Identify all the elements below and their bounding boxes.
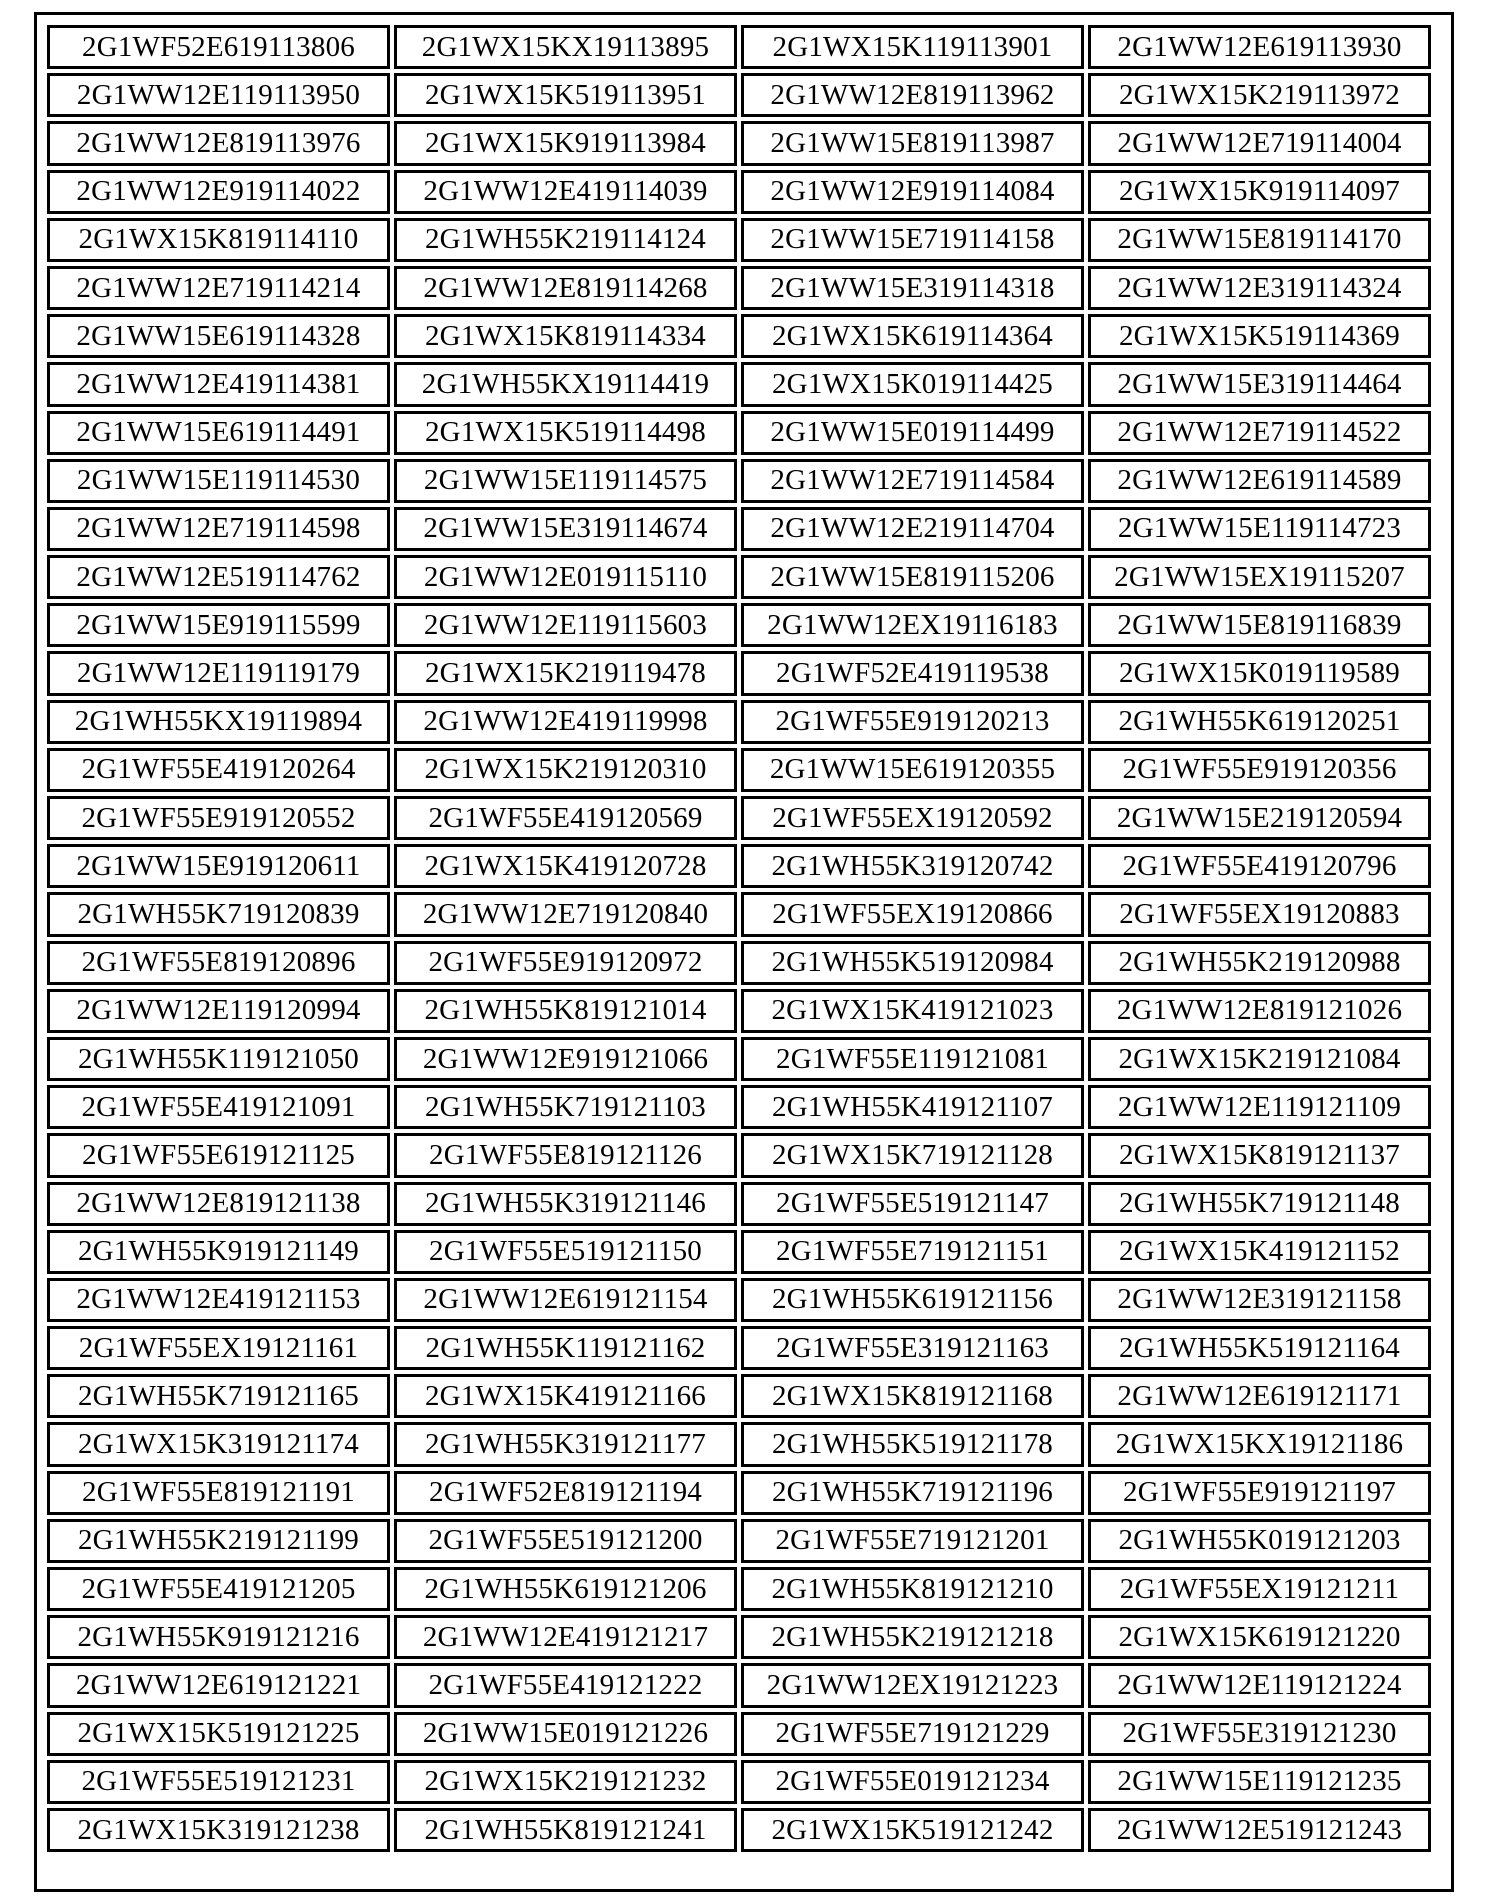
vin-cell: 2G1WW15E819113987: [741, 121, 1084, 165]
table-row: [47, 1808, 1431, 1852]
vin-cell: 2G1WX15K519114498: [394, 411, 737, 455]
vin-cell: 2G1WX15K619114364: [741, 314, 1084, 358]
vin-cell: 2G1WH55K619121206: [394, 1567, 737, 1611]
table-row: [47, 651, 1431, 695]
table-row: [47, 1422, 1431, 1466]
vin-cell: 2G1WW12E919121066: [394, 1037, 737, 1081]
vin-cell: 2G1WF55E919120552: [47, 796, 390, 840]
vin-cell: 2G1WW12E619121171: [1088, 1374, 1431, 1418]
vin-cell: 2G1WX15K819121168: [741, 1374, 1084, 1418]
table-row: [47, 748, 1431, 792]
vin-cell: 2G1WW12E419119998: [394, 700, 737, 744]
vin-cell: 2G1WH55K219114124: [394, 218, 737, 262]
vin-cell: 2G1WW12E819113962: [741, 73, 1084, 117]
vin-cell: 2G1WH55K719121148: [1088, 1182, 1431, 1226]
vin-cell: 2G1WF55E119121081: [741, 1037, 1084, 1081]
table-row: [47, 1567, 1431, 1611]
vin-cell: 2G1WF55E019121234: [741, 1760, 1084, 1804]
vin-cell: 2G1WH55K719121103: [394, 1085, 737, 1129]
table-row: [47, 941, 1431, 985]
table-row: [47, 73, 1431, 117]
vin-cell: 2G1WW12EX19121223: [741, 1663, 1084, 1707]
vin-cell: 2G1WW12E119113950: [47, 73, 390, 117]
vin-cell: 2G1WW12E219114704: [741, 507, 1084, 551]
vin-cell: 2G1WW12E619114589: [1088, 459, 1431, 503]
vin-cell: 2G1WF55E919120213: [741, 700, 1084, 744]
table-row: [47, 1278, 1431, 1322]
vin-cell: 2G1WW12E719114522: [1088, 411, 1431, 455]
vin-cell: 2G1WF55E719121151: [741, 1230, 1084, 1274]
vin-cell: 2G1WX15KX19121186: [1088, 1422, 1431, 1466]
vin-cell: 2G1WW15E319114318: [741, 266, 1084, 310]
vin-cell: 2G1WH55K719121165: [47, 1374, 390, 1418]
table-row: [47, 121, 1431, 165]
vin-cell: 2G1WX15KX19113895: [394, 25, 737, 69]
table-row: [47, 1712, 1431, 1756]
vin-cell: 2G1WW12E819121138: [47, 1182, 390, 1226]
vin-cell: 2G1WW12E719114214: [47, 266, 390, 310]
vin-cell: 2G1WW15E819115206: [741, 555, 1084, 599]
table-row: [47, 1663, 1431, 1707]
vin-cell: 2G1WW12E919114084: [741, 170, 1084, 214]
vin-cell: 2G1WW12E319114324: [1088, 266, 1431, 310]
vin-cell: 2G1WW15E319114464: [1088, 362, 1431, 406]
table-row: [47, 989, 1431, 1033]
vin-cell: 2G1WF55EX19121161: [47, 1326, 390, 1370]
vin-table-body: [47, 25, 1431, 1852]
vin-cell: 2G1WW12E119120994: [47, 989, 390, 1033]
vin-cell: 2G1WF55E919120972: [394, 941, 737, 985]
vin-cell: 2G1WX15K219119478: [394, 651, 737, 695]
vin-cell: 2G1WF55EX19120592: [741, 796, 1084, 840]
vin-cell: 2G1WF52E619113806: [47, 25, 390, 69]
table-row: [47, 170, 1431, 214]
vin-cell: 2G1WW12E419121217: [394, 1615, 737, 1659]
vin-cell: 2G1WH55K319120742: [741, 844, 1084, 888]
vin-table-frame: [34, 12, 1454, 1892]
vin-cell: 2G1WF55E419120264: [47, 748, 390, 792]
vin-cell: 2G1WH55K619121156: [741, 1278, 1084, 1322]
vin-cell: 2G1WF55E619121125: [47, 1133, 390, 1177]
vin-cell: 2G1WH55K719121196: [741, 1471, 1084, 1515]
vin-cell: 2G1WH55K819121210: [741, 1567, 1084, 1611]
vin-cell: 2G1WW12E119119179: [47, 651, 390, 695]
vin-cell: 2G1WW15E919115599: [47, 603, 390, 647]
vin-cell: 2G1WW12E619113930: [1088, 25, 1431, 69]
vin-cell: 2G1WX15K419121023: [741, 989, 1084, 1033]
vin-cell: 2G1WF55EX19120866: [741, 892, 1084, 936]
vin-cell: 2G1WX15K219121084: [1088, 1037, 1431, 1081]
vin-cell: 2G1WF55E419121205: [47, 1567, 390, 1611]
vin-cell: 2G1WW15E619120355: [741, 748, 1084, 792]
vin-cell: 2G1WX15K019114425: [741, 362, 1084, 406]
vin-cell: 2G1WW12E719114584: [741, 459, 1084, 503]
table-row: [47, 1085, 1431, 1129]
vin-table: [43, 21, 1435, 1856]
vin-cell: 2G1WX15K519121242: [741, 1808, 1084, 1852]
vin-cell: 2G1WW12E919114022: [47, 170, 390, 214]
vin-cell: 2G1WW12E419114039: [394, 170, 737, 214]
vin-cell: 2G1WX15K719121128: [741, 1133, 1084, 1177]
vin-cell: 2G1WH55K819121014: [394, 989, 737, 1033]
vin-cell: 2G1WF55E819120896: [47, 941, 390, 985]
vin-cell: 2G1WH55K419121107: [741, 1085, 1084, 1129]
vin-cell: 2G1WH55K119121050: [47, 1037, 390, 1081]
vin-cell: 2G1WH55K819121241: [394, 1808, 737, 1852]
vin-cell: 2G1WW12E419121153: [47, 1278, 390, 1322]
vin-cell: 2G1WH55K519121164: [1088, 1326, 1431, 1370]
vin-cell: 2G1WF52E419119538: [741, 651, 1084, 695]
vin-cell: 2G1WW12E819121026: [1088, 989, 1431, 1033]
table-row: [47, 459, 1431, 503]
table-row: [47, 796, 1431, 840]
vin-cell: 2G1WF55E419121091: [47, 1085, 390, 1129]
table-row: [47, 700, 1431, 744]
table-row: [47, 603, 1431, 647]
vin-cell: 2G1WW12E719114598: [47, 507, 390, 551]
vin-cell: 2G1WF55E519121200: [394, 1519, 737, 1563]
vin-cell: 2G1WF55E519121231: [47, 1760, 390, 1804]
table-row: [47, 1230, 1431, 1274]
vin-cell: 2G1WW12E819114268: [394, 266, 737, 310]
vin-cell: 2G1WF55E519121150: [394, 1230, 737, 1274]
vin-cell: 2G1WW15E919120611: [47, 844, 390, 888]
vin-cell: 2G1WH55K019121203: [1088, 1519, 1431, 1563]
vin-cell: 2G1WH55KX19114419: [394, 362, 737, 406]
vin-cell: 2G1WW15E019121226: [394, 1712, 737, 1756]
vin-cell: 2G1WH55K719120839: [47, 892, 390, 936]
vin-cell: 2G1WW12E119115603: [394, 603, 737, 647]
table-row: [47, 362, 1431, 406]
vin-cell: 2G1WH55K519121178: [741, 1422, 1084, 1466]
vin-cell: 2G1WF55E819121126: [394, 1133, 737, 1177]
table-row: [47, 555, 1431, 599]
vin-cell: 2G1WW15E119114530: [47, 459, 390, 503]
vin-cell: 2G1WW15E119114575: [394, 459, 737, 503]
table-row: [47, 507, 1431, 551]
vin-cell: 2G1WW12EX19116183: [741, 603, 1084, 647]
vin-cell: 2G1WH55K219121218: [741, 1615, 1084, 1659]
vin-cell: 2G1WH55K619120251: [1088, 700, 1431, 744]
table-row: [47, 844, 1431, 888]
vin-cell: 2G1WW15E119121235: [1088, 1760, 1431, 1804]
table-row: [47, 1471, 1431, 1515]
vin-cell: 2G1WW12E019115110: [394, 555, 737, 599]
vin-cell: 2G1WX15K919114097: [1088, 170, 1431, 214]
vin-cell: 2G1WF55E719121229: [741, 1712, 1084, 1756]
table-row: [47, 218, 1431, 262]
vin-cell: 2G1WW12E519121243: [1088, 1808, 1431, 1852]
vin-cell: 2G1WW15E819114170: [1088, 218, 1431, 262]
vin-cell: 2G1WW15E819116839: [1088, 603, 1431, 647]
vin-cell: 2G1WF55E419120569: [394, 796, 737, 840]
table-row: [47, 1182, 1431, 1226]
vin-cell: 2G1WX15K319121238: [47, 1808, 390, 1852]
vin-cell: 2G1WF55E519121147: [741, 1182, 1084, 1226]
table-row: [47, 1037, 1431, 1081]
table-row: [47, 411, 1431, 455]
table-row: [47, 25, 1431, 69]
vin-cell: 2G1WX15K119113901: [741, 25, 1084, 69]
vin-cell: 2G1WH55K519120984: [741, 941, 1084, 985]
vin-cell: 2G1WW15E719114158: [741, 218, 1084, 262]
vin-cell: 2G1WX15K319121174: [47, 1422, 390, 1466]
vin-cell: 2G1WW15E119114723: [1088, 507, 1431, 551]
vin-cell: 2G1WX15K419120728: [394, 844, 737, 888]
vin-cell: 2G1WX15K919113984: [394, 121, 737, 165]
table-row: [47, 892, 1431, 936]
vin-cell: 2G1WW12E119121109: [1088, 1085, 1431, 1129]
vin-cell: 2G1WH55KX19119894: [47, 700, 390, 744]
vin-cell: 2G1WX15K219120310: [394, 748, 737, 792]
table-row: [47, 1326, 1431, 1370]
vin-cell: 2G1WX15K419121152: [1088, 1230, 1431, 1274]
vin-cell: 2G1WW15E219120594: [1088, 796, 1431, 840]
vin-cell: 2G1WW15E619114491: [47, 411, 390, 455]
vin-cell: 2G1WW12E819113976: [47, 121, 390, 165]
vin-cell: 2G1WH55K219120988: [1088, 941, 1431, 985]
vin-cell: 2G1WX15K419121166: [394, 1374, 737, 1418]
vin-cell: 2G1WF55E819121191: [47, 1471, 390, 1515]
vin-cell: 2G1WF55E919120356: [1088, 748, 1431, 792]
vin-cell: 2G1WW12E519114762: [47, 555, 390, 599]
vin-cell: 2G1WX15K019119589: [1088, 651, 1431, 695]
vin-cell: 2G1WH55K919121149: [47, 1230, 390, 1274]
vin-cell: 2G1WF55E719121201: [741, 1519, 1084, 1563]
vin-cell: 2G1WX15K819114110: [47, 218, 390, 262]
table-row: [47, 1374, 1431, 1418]
vin-cell: 2G1WW15E019114499: [741, 411, 1084, 455]
table-row: [47, 266, 1431, 310]
vin-cell: 2G1WX15K519121225: [47, 1712, 390, 1756]
vin-cell: 2G1WF55EX19121211: [1088, 1567, 1431, 1611]
vin-cell: 2G1WW15EX19115207: [1088, 555, 1431, 599]
vin-cell: 2G1WF55E419120796: [1088, 844, 1431, 888]
vin-cell: 2G1WH55K219121199: [47, 1519, 390, 1563]
vin-cell: 2G1WX15K619121220: [1088, 1615, 1431, 1659]
table-row: [47, 1615, 1431, 1659]
table-row: [47, 1133, 1431, 1177]
vin-cell: 2G1WF55E419121222: [394, 1663, 737, 1707]
vin-cell: 2G1WW12E619121221: [47, 1663, 390, 1707]
vin-cell: 2G1WF55EX19120883: [1088, 892, 1431, 936]
vin-cell: 2G1WW15E619114328: [47, 314, 390, 358]
vin-cell: 2G1WW12E719114004: [1088, 121, 1431, 165]
vin-cell: 2G1WX15K819121137: [1088, 1133, 1431, 1177]
vin-cell: 2G1WX15K219113972: [1088, 73, 1431, 117]
vin-cell: 2G1WX15K519113951: [394, 73, 737, 117]
vin-cell: 2G1WX15K219121232: [394, 1760, 737, 1804]
table-row: [47, 1760, 1431, 1804]
vin-cell: 2G1WW12E619121154: [394, 1278, 737, 1322]
vin-cell: 2G1WH55K319121146: [394, 1182, 737, 1226]
vin-cell: 2G1WW12E719120840: [394, 892, 737, 936]
vin-cell: 2G1WX15K819114334: [394, 314, 737, 358]
vin-cell: 2G1WF55E319121163: [741, 1326, 1084, 1370]
table-row: [47, 314, 1431, 358]
vin-cell: 2G1WF55E319121230: [1088, 1712, 1431, 1756]
vin-cell: 2G1WF52E819121194: [394, 1471, 737, 1515]
vin-cell: 2G1WH55K319121177: [394, 1422, 737, 1466]
vin-cell: 2G1WW12E419114381: [47, 362, 390, 406]
vin-cell: 2G1WH55K119121162: [394, 1326, 737, 1370]
vin-cell: 2G1WF55E919121197: [1088, 1471, 1431, 1515]
table-row: [47, 1519, 1431, 1563]
vin-cell: 2G1WW12E319121158: [1088, 1278, 1431, 1322]
vin-cell: 2G1WH55K919121216: [47, 1615, 390, 1659]
vin-cell: 2G1WX15K519114369: [1088, 314, 1431, 358]
vin-cell: 2G1WW12E119121224: [1088, 1663, 1431, 1707]
vin-cell: 2G1WW15E319114674: [394, 507, 737, 551]
